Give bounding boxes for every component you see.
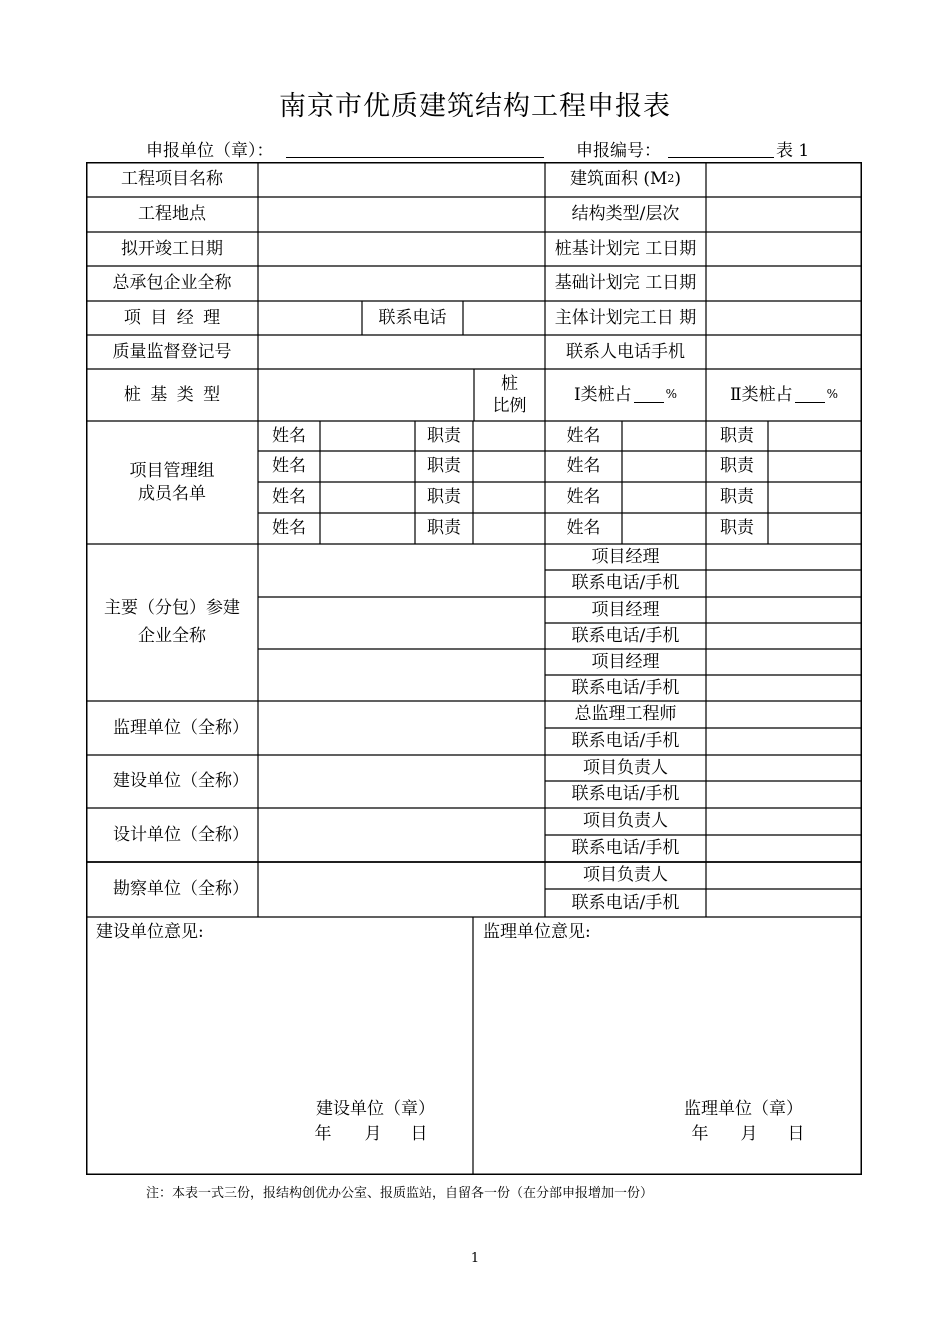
start-end-date-label: 拟开竣工日期: [121, 238, 223, 259]
pile-ratio-label: 桩 比例: [492, 373, 527, 416]
sub-manager-label: 项目经理: [591, 651, 660, 672]
table-number: 表 1: [776, 141, 810, 161]
quality-registration-label: 质量监督登记号: [112, 341, 232, 362]
class1-pile-percent: [545, 369, 706, 421]
subcontractor-1-field[interactable]: [259, 545, 544, 596]
design-unit-field[interactable]: [259, 809, 544, 861]
sub-phone-label: 联系电话/手机: [571, 625, 680, 646]
construction-year: 年: [314, 1123, 332, 1144]
team-name-label: 姓名: [566, 518, 601, 539]
team-duty-label: 职责: [720, 487, 754, 508]
supervision-year: 年: [691, 1123, 709, 1144]
team-name-label: 姓名: [272, 487, 306, 508]
structure-type-label: 结构类型/层次: [571, 204, 680, 225]
team-duty-label: 职责: [427, 487, 461, 508]
supervision-phone-label: 联系电话/手机: [571, 731, 680, 752]
team-name-label: 姓名: [566, 425, 601, 446]
general-contractor-label: 总承包企业全称: [112, 273, 232, 294]
subcontractor-2-field[interactable]: [259, 598, 544, 648]
construction-phone-label: 联系电话/手机: [571, 784, 680, 805]
pile-plan-date-label: 桩基计划完 工日期: [554, 238, 697, 259]
design-phone-label: 联系电话/手机: [571, 838, 680, 859]
project-name-field[interactable]: [259, 163, 544, 196]
construction-opinion-title: 建设单位意见:: [96, 921, 204, 942]
sub-manager-label: 项目经理: [591, 546, 660, 567]
class2-pile-percent: [706, 369, 862, 421]
sub-phone-label: 联系电话/手机: [571, 677, 680, 698]
pile-type-field[interactable]: [259, 370, 473, 420]
contact-phone-field[interactable]: [464, 302, 544, 334]
supervision-unit-label: 监理单位（全称）: [113, 717, 249, 738]
team-duty-label: 职责: [427, 456, 461, 477]
general-contractor-field[interactable]: [259, 267, 544, 300]
supervision-unit-field[interactable]: [259, 702, 544, 754]
project-manager-field[interactable]: [259, 302, 361, 334]
class1-pile-input[interactable]: [634, 388, 664, 403]
supervision-opinion-field[interactable]: [474, 947, 861, 1095]
start-end-date-field[interactable]: [259, 233, 544, 265]
design-responsible-label: 项目负责人: [583, 811, 668, 832]
page-number: 1: [470, 1251, 480, 1266]
sub-manager-label: 项目经理: [591, 599, 660, 620]
application-form-table: [86, 162, 862, 1175]
team-duty-label: 职责: [427, 518, 461, 539]
team-name-label: 姓名: [272, 518, 306, 539]
subcontractor-label: 主要（分包）参建 企业全称: [104, 598, 240, 646]
design-unit-label: 设计单位（全称）: [113, 824, 249, 845]
main-plan-date-field[interactable]: [707, 302, 861, 334]
foundation-plan-date-field[interactable]: [707, 267, 861, 300]
percent-sign: %: [665, 387, 678, 402]
subcontractor-3-field[interactable]: [259, 650, 544, 700]
class2-pile-label: Ⅱ类桩占: [730, 384, 793, 405]
structure-type-field[interactable]: [707, 198, 861, 231]
pile-type-label: 桩 基 类 型: [123, 384, 221, 405]
supervision-opinion-title: 监理单位意见:: [483, 921, 591, 942]
building-area-field[interactable]: [707, 163, 861, 196]
team-duty-label: 职责: [720, 425, 754, 446]
survey-responsible-label: 项目负责人: [583, 865, 668, 886]
construction-unit-field[interactable]: [259, 756, 544, 807]
construction-day: 日: [410, 1123, 428, 1144]
page-title: 南京市优质建筑结构工程申报表: [279, 91, 671, 122]
construction-responsible-label: 项目负责人: [583, 757, 668, 778]
contact-mobile-field[interactable]: [707, 336, 861, 368]
project-site-label: 工程地点: [138, 204, 206, 225]
project-manager-label: 项 目 经 理: [123, 307, 221, 328]
survey-unit-field[interactable]: [259, 863, 544, 916]
project-name-label: 工程项目名称: [121, 169, 223, 190]
percent-sign: %: [826, 387, 838, 402]
survey-unit-label: 勘察单位（全称）: [113, 879, 249, 900]
contact-phone-label: 联系电话: [378, 307, 447, 328]
main-plan-date-label: 主体计划完工日 期: [554, 307, 697, 328]
team-duty-label: 职责: [720, 456, 754, 477]
team-name-label: 姓名: [272, 425, 306, 446]
class2-pile-input[interactable]: [795, 388, 825, 403]
construction-opinion-field[interactable]: [87, 947, 472, 1095]
survey-phone-label: 联系电话/手机: [571, 892, 680, 913]
applicant-unit-field[interactable]: [286, 157, 544, 158]
contact-mobile-label: 联系人电话手机: [566, 341, 685, 362]
team-name-label: 姓名: [566, 456, 601, 477]
construction-seal-label: 建设单位（章）: [316, 1098, 435, 1119]
footnote: 注：本表一式三份，报结构创优办公室、报质监站，自留各一份（在分部申报增加一份）: [146, 1186, 654, 1201]
application-number-label: 申报编号：: [576, 141, 661, 161]
foundation-plan-date-label: 基础计划完 工日期: [554, 273, 697, 294]
team-name-label: 姓名: [272, 456, 306, 477]
chief-engineer-label: 总监理工程师: [574, 704, 677, 725]
team-members-label: 项目管理组 成员名单: [129, 461, 215, 504]
class1-pile-label: Ⅰ类桩占: [573, 384, 632, 405]
project-site-field[interactable]: [259, 198, 544, 231]
applicant-unit-label: 申报单位（章）：: [146, 141, 274, 161]
supervision-day: 日: [787, 1123, 805, 1144]
application-number-field[interactable]: [668, 157, 774, 158]
supervision-seal-label: 监理单位（章）: [684, 1098, 803, 1119]
building-area-label: 建筑面积 (M 2 ): [569, 169, 682, 190]
sub-phone-label: 联系电话/手机: [571, 573, 680, 594]
team-duty-label: 职责: [720, 518, 754, 539]
pile-plan-date-field[interactable]: [707, 233, 861, 265]
construction-unit-label: 建设单位（全称）: [113, 771, 249, 792]
construction-month: 月: [364, 1123, 382, 1144]
supervision-month: 月: [740, 1123, 758, 1144]
quality-registration-field[interactable]: [259, 336, 544, 368]
team-name-label: 姓名: [566, 487, 601, 508]
team-duty-label: 职责: [427, 425, 461, 446]
